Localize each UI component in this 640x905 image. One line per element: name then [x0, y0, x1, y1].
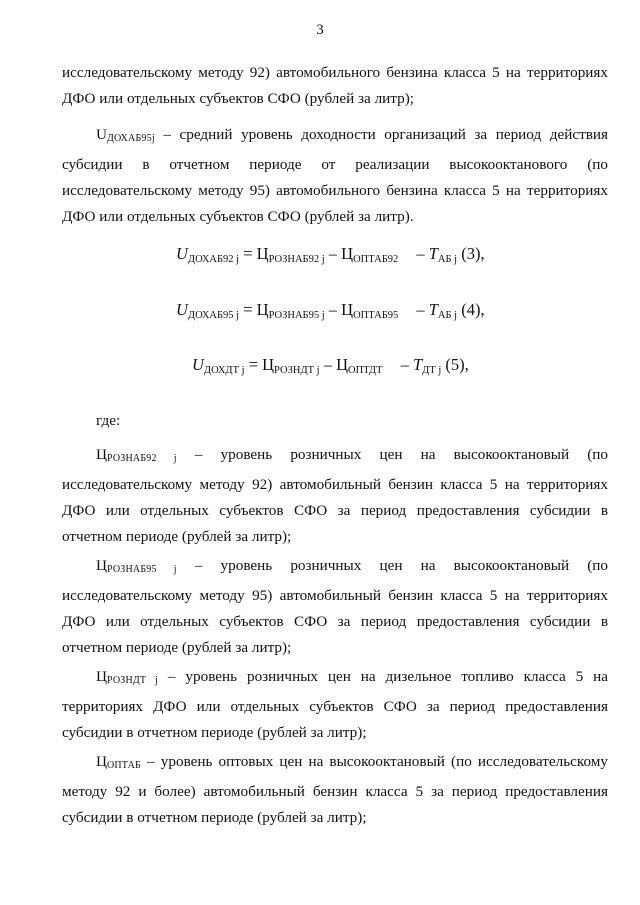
formula-term2: Ц	[336, 355, 348, 374]
formula-term1-subscript: РОЗНДТ j	[274, 365, 320, 376]
formula-minus: –	[412, 300, 429, 319]
formula-lhs: U	[176, 244, 188, 263]
definitions-block	[62, 408, 608, 831]
definition-symbol-subscript: РОЗНДТ j	[106, 675, 159, 686]
formula-equals: =	[239, 300, 257, 319]
definition-symbol-subscript: ДОХАБ95j	[106, 133, 155, 144]
formula-term3: T	[428, 244, 438, 263]
definition-text: – уровень розничных цен на дизельное топливо класса 5 на территориях ДФО или отдельных субъектов СФО за период предоставления субсидии в отчетном периоде (рублей за литр);	[62, 668, 609, 741]
formula-minus: –	[324, 244, 342, 263]
formula-number: (4),	[457, 300, 485, 319]
definition-symbol-subscript: РОЗНАБ92 j	[106, 453, 177, 464]
formula-term1: Ц	[262, 355, 275, 374]
formula-term3: T	[412, 355, 423, 374]
definition-text: – уровень оптовых цен на высокооктановый (по исследовательскому методу 92 и более) автомобильный бензин класса 5 за период предоставления субсидии в отчетном периоде (рублей за литр);	[62, 753, 608, 826]
formula-lhs: U	[192, 355, 204, 374]
formula-term3-subscript: АБ j	[437, 254, 458, 265]
formula-equals: =	[239, 244, 257, 263]
formula-term2: Ц	[341, 300, 354, 319]
formula-minus: –	[412, 244, 429, 263]
formula-minus: –	[396, 355, 413, 374]
formula-term3: T	[428, 300, 438, 319]
definition-symbol: Ц	[96, 446, 107, 463]
definition-symbol: U	[96, 126, 107, 143]
formula-term2-subscript: ОПТДТ	[347, 365, 383, 376]
formula-number: (5),	[441, 355, 469, 374]
definition-symbol-subscript: ОПТАБ	[106, 760, 141, 771]
formula-lhs: U	[176, 300, 188, 319]
formula-minus: –	[324, 300, 342, 319]
definition-symbol: Ц	[96, 753, 107, 770]
formula-lhs-subscript: ДОХАБ92 j	[187, 254, 240, 265]
formula-term1: Ц	[256, 300, 269, 319]
formula-number: (3),	[457, 244, 485, 263]
definition-symbol: Ц	[96, 668, 107, 685]
formula-term1: Ц	[256, 244, 269, 263]
definition-symbol: Ц	[96, 557, 107, 574]
formula-lhs-subscript: ДОХАБ95 j	[187, 310, 240, 321]
formula-term3-subscript: АБ j	[437, 310, 458, 321]
page-number: 3	[316, 22, 324, 38]
intro-paragraph: исследовательскому методу 92) автомобильного бензина класса 5 на территориях ДФО или отдельных субъектов СФО (рублей за литр);	[62, 64, 608, 107]
definition-opt-ab	[62, 749, 608, 831]
formula-lhs-subscript: ДОХДТ j	[203, 365, 245, 376]
top-text-block	[62, 60, 608, 230]
definition-text: – средний уровень доходности организаций за период действия субсидии в отчетном периоде от реализации высокооктанового (по исследовательскому методу 95) автомобильного бензина класса 5 на территориях ДФО или отдельных субъектов СФО (рублей за литр).	[62, 126, 608, 225]
definition-text: – уровень розничных цен на высокооктановый (по исследовательскому методу 95) автомобильный бензин класса 5 на территориях ДФО или отдельных субъектов СФО за период предоставления субсидии в отчетном периоде (рублей за литр);	[62, 557, 608, 656]
definition-symbol-subscript: РОЗНАБ95 j	[106, 564, 177, 575]
formula-equals: =	[244, 355, 263, 374]
definition-rozn-ab92	[62, 442, 608, 550]
formula-term1-subscript: РОЗНАБ95 j	[268, 310, 325, 321]
definition-rozn-ab95	[62, 553, 608, 661]
formula-term3-subscript: ДТ j	[422, 365, 442, 376]
formula-3	[176, 244, 485, 265]
definition-text: – уровень розничных цен на высокооктановый (по исследовательскому методу 92) автомобильный бензин класса 5 на территориях ДФО или отдельных субъектов СФО за период предоставления субсидии в отчетном периоде (рублей за литр);	[62, 446, 608, 545]
where-label: где:	[96, 412, 121, 429]
formula-term2-subscript: ОПТАБ92	[353, 254, 399, 265]
formula-term2-subscript: ОПТАБ95	[353, 310, 399, 321]
formula-term2: Ц	[341, 244, 354, 263]
formula-5	[192, 355, 469, 376]
formula-term1-subscript: РОЗНАБ92 j	[268, 254, 325, 265]
formula-minus: –	[319, 355, 337, 374]
formula-4	[176, 300, 485, 321]
definition-rozn-dt	[62, 664, 608, 746]
definition-u-dohab95	[62, 122, 608, 230]
